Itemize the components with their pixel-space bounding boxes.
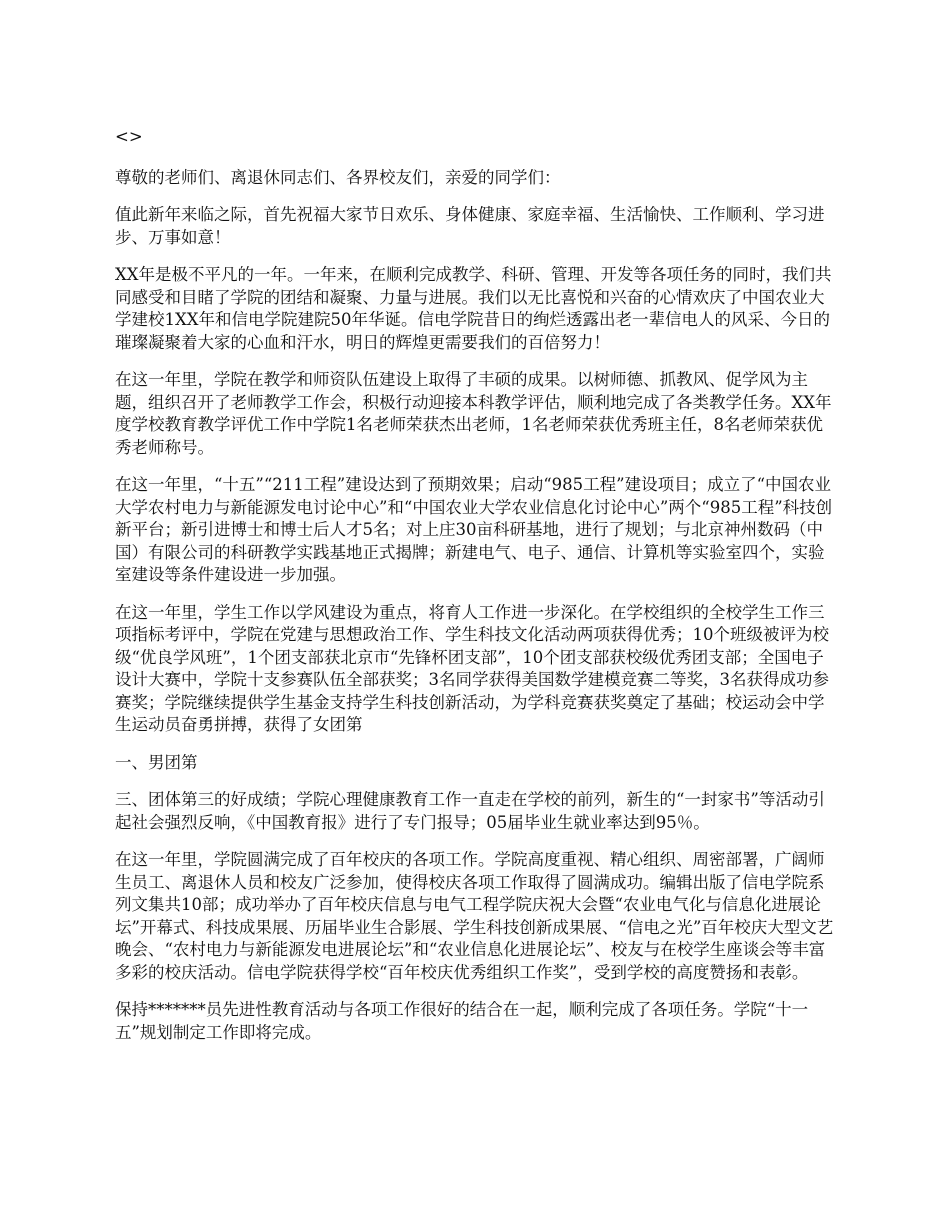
document-marker: <> bbox=[115, 127, 143, 146]
paragraph-anniversary: 在这一年里，学院圆满完成了百年校庆的各项工作。学院高度重视、精心组织、周密部署，广阔师生员工、离退休人员和校友广泛参加，使得校庆各项工作取得了圆满成功。编辑出版了信电学院系列文集共10部；成功举办了百年校庆信息与电气工程学院庆祝大会暨“农业电气化与信息化进展论坛”开幕式、科技成果展、历届毕业生合影展、学生科技创新成果展、“信电之光”百年校庆大型文艺晚会、“农村电力与新能源发电进展论坛”和“农业信息化进展论坛”、校友与在校学生座谈会等丰富多彩的校庆活动。信电学院获得学校“百年校庆优秀组织工作奖”，受到学校的高度赞扬和表彰。 bbox=[115, 850, 834, 982]
paragraph-students: 在这一年里，学生工作以学风建设为重点，将育人工作进一步深化。在学校组织的全校学生工作三项指标考评中，学院在党建与思想政治工作、学生科技文化活动两项获得优秀；10个班级被评为校级“优良学风班”，1个团支部获北京市“先锋杯团支部”，10个团支部获校级优秀团支部；全国电子设计大赛中，学院十支参赛队伍全部获奖；3名同学获得美国数学建模竞赛二等奖，3名获得成功参赛奖；学院继续提供学生基金支持学生科技创新活动，为学科竞赛获奖奠定了基础；校运动会中学生运动员奋勇拼搏，获得了女团第 bbox=[115, 602, 829, 734]
salutation: 尊敬的老师们、离退休同志们、各界校友们，亲爱的同学们： bbox=[115, 167, 561, 187]
paragraph-closing: 保持*******员先进性教育活动与各项工作很好的结合在一起，顺利完成了各项任务。学院“十一五”规划制定工作即将完成。 bbox=[115, 1000, 809, 1042]
paragraph-teaching: 在这一年里，学院在教学和师资队伍建设上取得了丰硕的成果。以树师德、抓教风、促学风为主题，组织召开了老师教学工作会，积极行动迎接本科教学评估，顺利地完成了各类教学任务。XX年度学校教育教学评优工作中学院1名老师荣获杰出老师，1名老师荣获优秀班主任，8名老师荣获优秀老师称号。 bbox=[115, 370, 832, 457]
paragraph-greeting: 值此新年来临之际，首先祝福大家节日欢乐、身体健康、家庭幸福、生活愉快、工作顺利、学习进步、万事如意！ bbox=[115, 205, 825, 247]
paragraph-research: 在这一年里，“十五”“211工程”建设达到了预期效果；启动“985工程”建设项目；成立了“中国农业大学农村电力与新能源发电讨论中心”和“中国农业大学农业信息化讨论中心”两个“985工程”科技创新平台；新引进博士和博士后人才5名；对上庄30亩科研基地，进行了规划；与北京神州数码（中国）有限公司的科研教学实践基地正式揭牌；新建电气、电子、通信、计算机等实验室四个，实验室建设等条件建设进一步加强。 bbox=[115, 475, 833, 584]
paragraph-fragment-men-team: 一、男团第 bbox=[115, 752, 198, 772]
paragraph-year-review: XX年是极不平凡的一年。一年来，在顺利完成教学、科研、管理、开发等各项任务的同时，我们共同感受和目睹了学院的团结和凝聚、力量与进展。我们以无比喜悦和兴奋的心情欢庆了中国农业大学建校1XX年和信电学院建院50年华诞。信电学院昔日的绚烂透露出老一辈信电人的风采、今日的璀璨凝聚着大家的心血和汗水，明日的辉煌更需要我们的百倍努力！ bbox=[115, 265, 832, 352]
document-body bbox=[115, 126, 839, 1059]
paragraph-team-results: 三、团体第三的好成绩；学院心理健康教育工作一直走在学校的前列，新生的“一封家书”等活动引起社会强烈反响，《中国教育报》进行了专门报导；05届毕业生就业率达到95％。 bbox=[115, 790, 825, 832]
